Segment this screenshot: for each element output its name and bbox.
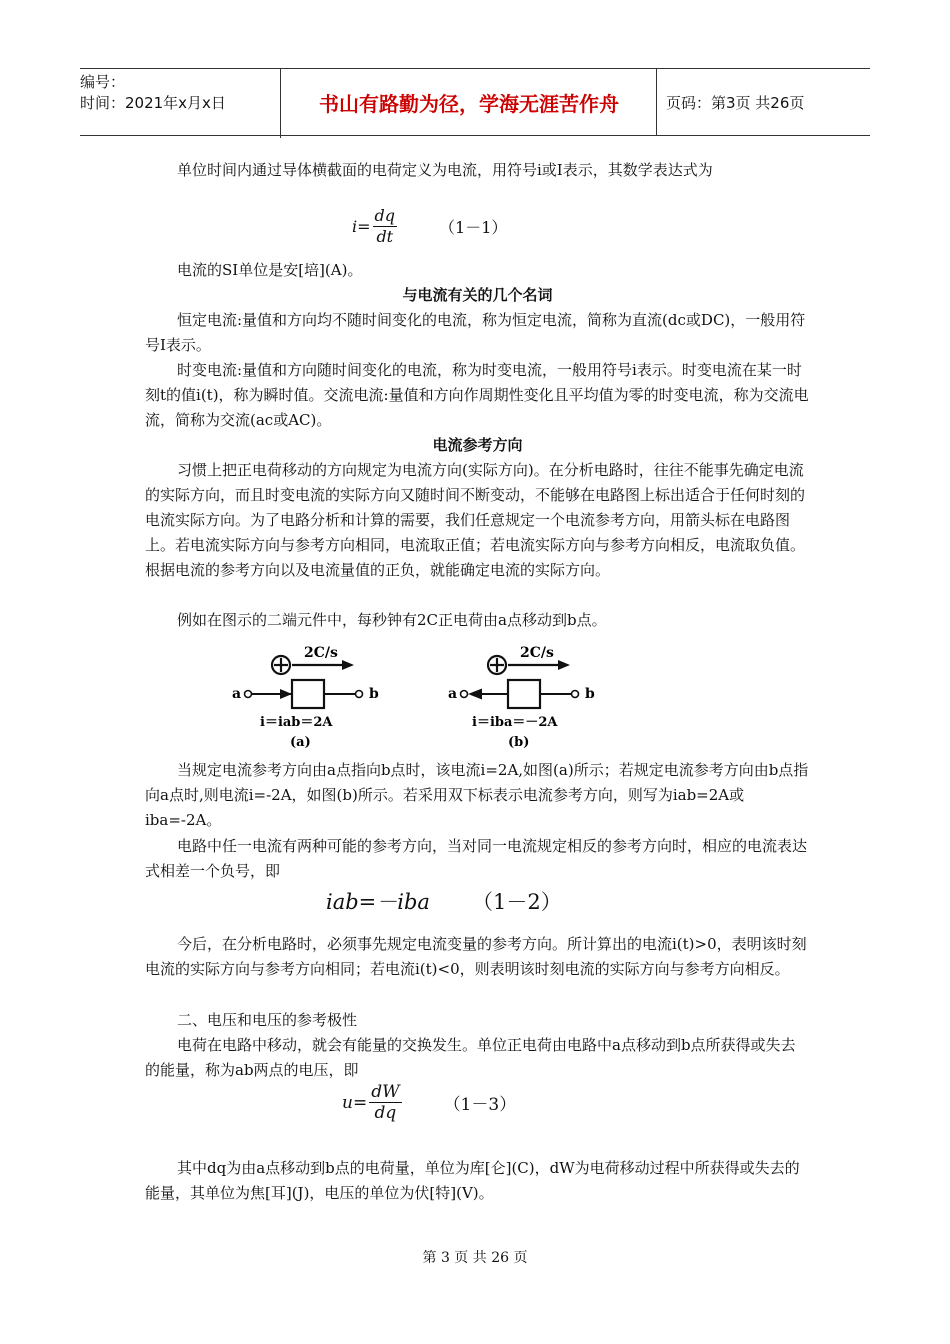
element-box-b (508, 680, 540, 708)
section-title-current-terms: 与电流有关的几个名词 (402, 286, 553, 304)
paragraph-sign-meaning: 今后，在分析电路时，必须事先规定电流变量的参考方向。所计算出的电流i(t)>0，表明该时刻电流的实际方向与参考方向相同；若电流i(t)<0，则表明该时刻电流的实际方向与参考方向相反。 (145, 935, 807, 978)
paragraph-opposite-direction: 电路中任一电流有两种可能的参考方向，当对同一电流规定相反的参考方向时，相应的电流表达式相差一个负号，即 (145, 837, 808, 880)
caption-a: (a) (290, 735, 311, 750)
figure-a-two-terminal (228, 640, 398, 752)
charge-rate-b: 2C/s (520, 645, 554, 661)
figure-b-two-terminal (444, 640, 614, 752)
paragraph-current-definition: 单位时间内通过导体横截面的电荷定义为电流，用符号i或I表示，其数学表达式为 (177, 161, 713, 179)
node-b-label-fig-b: b (585, 686, 595, 702)
current-label-b: i＝iba＝－2A (472, 715, 558, 730)
current-label-a: i＝iab＝2A (260, 715, 333, 730)
eq3-fraction (369, 1082, 401, 1123)
eq3-numerator: dW (371, 1082, 400, 1102)
paragraph-si-unit: 电流的SI单位是安[培](A)。 (177, 261, 363, 279)
date-text: 时间：2021年x月x日 (80, 94, 226, 112)
eq1-denominator: dt (376, 227, 394, 246)
header-meta (80, 69, 281, 138)
eq3-number: （1－3） (443, 1095, 517, 1115)
eq1-number: （1－1） (439, 218, 508, 237)
equation-1-2 (326, 886, 562, 916)
current-arrow-b (468, 689, 482, 700)
eq1-lhs: i= (352, 217, 371, 236)
eq3-denominator: dq (374, 1103, 397, 1123)
serial-label: 编号： (80, 73, 126, 91)
node-a-label-fig-a: a (232, 686, 242, 702)
section-title-reference-direction: 电流参考方向 (432, 436, 523, 454)
current-arrow-a (280, 689, 292, 699)
node-b-label-fig-a: b (369, 686, 379, 702)
paragraph-units: 其中dq为由a点移动到b点的电荷量，单位为库[仑](C)，dW为电荷移动过程中所获得或失去的能量，其单位为焦[耳](J)，电压的单位为伏[特](V)。 (145, 1159, 800, 1202)
paragraph-direction-example: 当规定电流参考方向由a点指向b点时，该电流i=2A,如图(a)所示；若规定电流参考方向由b点指向a点时,则电流i=-2A，如图(b)所示。若采用双下标表示电流参考方向，则写为iab=2A或iba=-2A。 (145, 761, 809, 829)
equation-1-1 (352, 206, 507, 247)
page-header (80, 68, 870, 136)
equation-1-3 (342, 1082, 516, 1123)
header-motto: 书山有路勤为径，学海无涯苦作舟 (282, 69, 657, 135)
eq1-fraction (373, 206, 397, 247)
caption-b: (b) (508, 735, 530, 750)
node-a-label-fig-b: a (448, 686, 458, 702)
eq2-number: （1－2） (471, 890, 562, 914)
paragraph-example: 例如在图示的二端元件中，每秒钟有2C正电荷由a点移动到b点。 (177, 611, 607, 629)
page-footer: 第 3 页 共 26 页 (422, 1250, 528, 1266)
element-box-a (292, 680, 324, 708)
eq2-body: iab=－iba (326, 890, 430, 914)
paragraph-dc: 恒定电流:量值和方向均不随时间变化的电流，称为恒定电流，简称为直流(dc或DC)，一般用符号I表示。 (145, 311, 806, 354)
eq3-lhs: u= (342, 1092, 368, 1113)
paragraph-reference-direction: 习惯上把正电荷移动的方向规定为电流方向(实际方向)。在分析电路时，往往不能事先确定电流的实际方向，而且时变电流的实际方向又随时间不断变动，不能够在电路图上标出适合于任何时刻的电流实际方向。为了电路分析和计算的需要，我们任意规定一个电流参考方向，用箭头标在电路图上。若电流实际方向与参考方向相同，电流取正值；若电流实际方向与参考方向相反，电流取负值。根据电流的参考方向以及电流量值的正负，就能确定电流的实际方向。 (145, 461, 806, 579)
header-page-info: 页码：第3页 共26页 (666, 93, 805, 112)
paragraph-voltage-definition: 电荷在电路中移动，就会有能量的交换发生。单位正电荷由电路中a点移动到b点所获得或失去的能量，称为ab两点的电压，即 (145, 1036, 796, 1079)
paragraph-time-varying: 时变电流:量值和方向随时间变化的电流，称为时变电流，一般用符号i表示。时变电流在某一时刻t的值i(t)，称为瞬时值。交流电流:量值和方向作周期性变化且平均值为零的时变电流，称为交流电流，简称为交流(ac或AC)。 (145, 361, 809, 429)
section-heading-voltage: 二、电压和电压的参考极性 (177, 1011, 358, 1029)
charge-rate-a: 2C/s (304, 645, 338, 661)
eq1-numerator: dq (374, 206, 396, 225)
